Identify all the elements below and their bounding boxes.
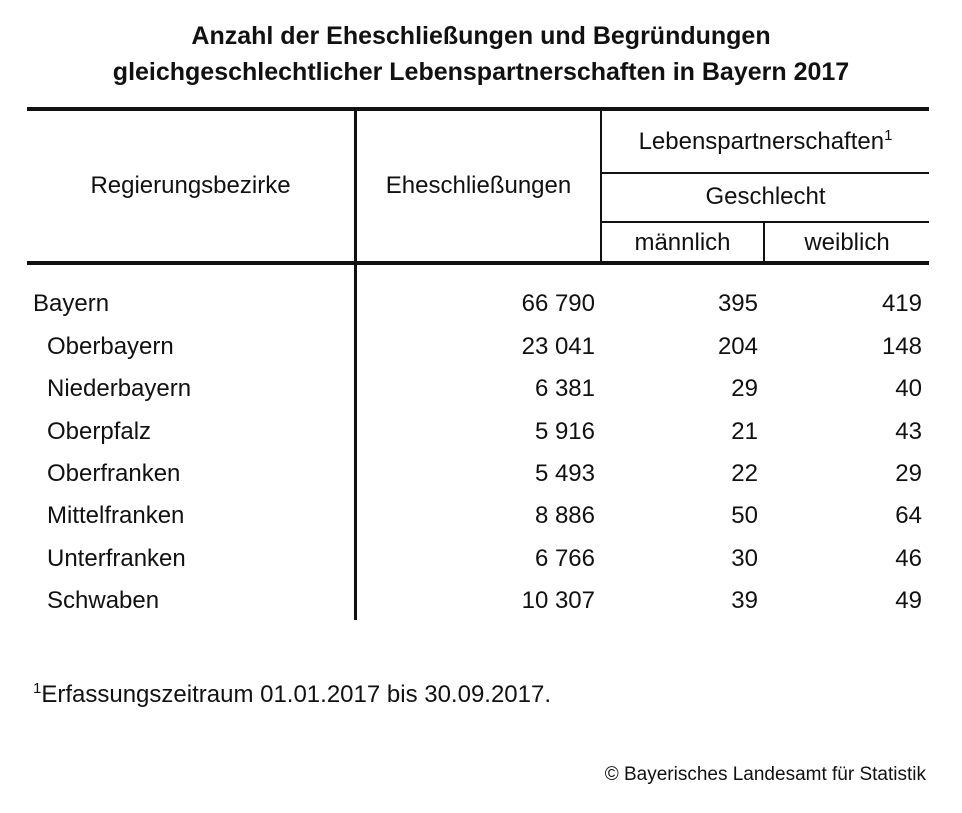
row-eheschliessungen: 8 886: [534, 502, 595, 529]
row-maennlich: 395: [717, 290, 758, 317]
row-name: Niederbayern: [47, 375, 192, 402]
footnote: [33, 680, 551, 710]
footnote-number: 1: [33, 680, 42, 697]
row-eheschliessungen: 5 916: [534, 418, 595, 445]
row-eheschliessungen: 5 493: [534, 460, 595, 487]
row-weiblich: 46: [895, 545, 922, 572]
row-eheschliessungen: 6 381: [534, 375, 595, 402]
footnote-text: Erfassungszeitraum 01.01.2017 bis 30.09.2017.: [41, 681, 552, 708]
row-name: Schwaben: [47, 587, 160, 614]
title-line-1: Anzahl der Eheschließungen und Begründungen: [191, 22, 771, 50]
row-eheschliessungen: 66 790: [521, 290, 595, 317]
row-maennlich: 21: [731, 418, 758, 445]
row-weiblich: 43: [895, 418, 922, 445]
row-weiblich: 64: [895, 502, 922, 529]
footnote-mark: 1: [884, 127, 893, 144]
row-weiblich: 40: [895, 375, 922, 402]
header-regierungsbezirke: Regierungsbezirke: [90, 172, 291, 199]
row-weiblich: 29: [895, 460, 922, 487]
row-weiblich: 148: [881, 333, 922, 360]
row-name: Oberpfalz: [47, 418, 152, 445]
row-weiblich: 419: [881, 290, 922, 317]
lebenspartnerschaften-rule: [601, 172, 929, 174]
row-maennlich: 30: [731, 545, 758, 572]
row-maennlich: 39: [731, 587, 758, 614]
row-name: Bayern: [33, 290, 110, 317]
row-maennlich: 204: [717, 333, 758, 360]
row-name: Oberfranken: [47, 460, 181, 487]
copyright-notice: © Bayerisches Landesamt für Statistik: [604, 764, 926, 785]
row-name: Unterfranken: [47, 545, 186, 572]
row-maennlich: 50: [731, 502, 758, 529]
header-bottom-rule: [27, 261, 929, 265]
row-maennlich: 22: [731, 460, 758, 487]
row-weiblich: 49: [895, 587, 922, 614]
table-top-rule: [27, 107, 929, 111]
row-eheschliessungen: 23 041: [521, 333, 595, 360]
header-maennlich: männlich: [634, 229, 731, 256]
header-geschlecht: Geschlecht: [705, 183, 826, 210]
geschlecht-rule: [601, 221, 929, 223]
row-eheschliessungen: 10 307: [521, 587, 595, 614]
header-weiblich: weiblich: [804, 229, 890, 256]
row-name: Oberbayern: [47, 333, 174, 360]
row-name: Mittelfranken: [47, 502, 185, 529]
row-maennlich: 29: [731, 375, 758, 402]
header-eheschliessungen: Eheschließungen: [385, 172, 572, 199]
header-lebenspartnerschaften: [602, 127, 929, 157]
title-line-2: gleichgeschlechtlicher Lebenspartnerschaften in Bayern 2017: [112, 58, 850, 86]
lebenspartnerschaften-label: Lebenspartnerschaften: [638, 128, 885, 155]
row-eheschliessungen: 6 766: [534, 545, 595, 572]
